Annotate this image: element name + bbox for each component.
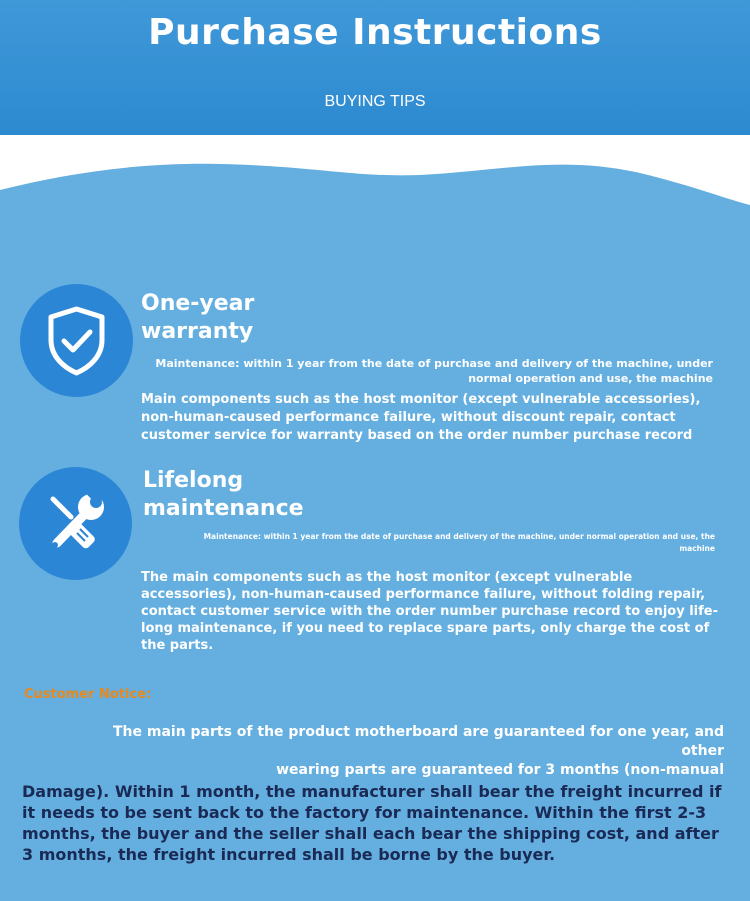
maintenance-title-line1: Lifelong [143,468,244,493]
wrench-screwdriver-icon [19,467,132,580]
maintenance-note-line2: machine [679,544,715,553]
warranty-title [141,290,254,346]
shield-check-icon [20,284,133,397]
warranty-title-line2: warranty [141,319,254,344]
maintenance-title-line2: maintenance [143,496,304,521]
freight-policy-text: Damage). Within 1 month, the manufacturer shall bear the freight incurred if it needs to be sent back to the factory for maintenance. Within the first 2-3 months, the buyer and the seller shall each bear the shipping cost, and after 3 months, the freight incurred shall be borne by the buyer. [22,782,722,864]
customer-notice-line2: wearing parts are guaranteed for 3 months (non-manual [276,762,724,778]
customer-notice-text [95,723,724,780]
maintenance-note [135,531,715,555]
warranty-icon-circle [20,284,133,397]
maintenance-description: The main components such as the host monitor (except vulnerable accessories), non-human-caused performance failure, without folding repair, contact customer service with the order number purchase record to enjoy life-long maintenance, if you need to replace spare parts, only charge the cost of the parts. [141,570,719,653]
header-banner [0,0,750,135]
warranty-note [130,356,713,386]
maintenance-note-line1: Maintenance: within 1 year from the date of purchase and delivery of the machine, under normal operation and use, the [203,532,715,541]
customer-notice-label: Customer Notice: [24,687,152,702]
maintenance-title [143,467,304,523]
warranty-note-line2: normal operation and use, the machine [468,372,713,385]
maintenance-icon-circle [19,467,132,580]
wave-divider [0,135,750,215]
customer-notice-line1: The main parts of the product motherboard are guaranteed for one year, and other [112,724,724,759]
page-subtitle: BUYING TIPS [324,93,426,110]
warranty-title-line1: One-year [141,291,255,316]
page-title: Purchase Instructions [148,12,602,53]
warranty-note-line1: Maintenance: within 1 year from the date of purchase and delivery of the machine, under [155,357,713,370]
warranty-description: Main components such as the host monitor (except vulnerable accessories), non-human-caused performance failure, without discount repair, contact customer service for warranty based on the order number purchase record [141,392,701,443]
